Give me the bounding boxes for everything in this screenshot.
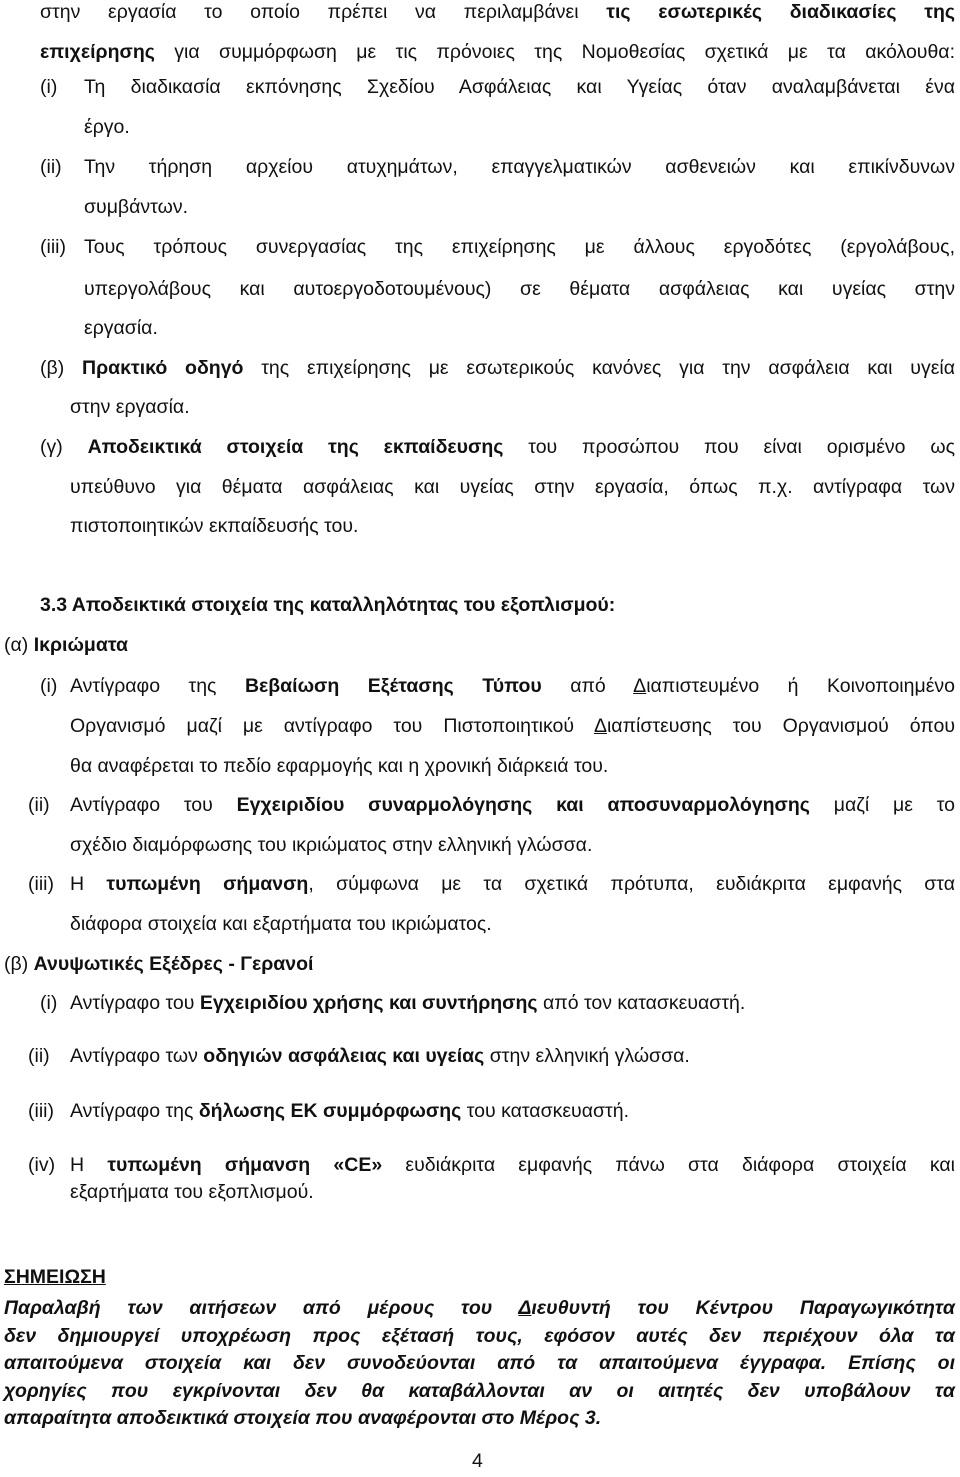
intro-g-line-2: υπεύθυνο για θέματα ασφάλειας και υγείας στην εργασία, όπως π.χ. αντίγραφα των <box>70 476 955 498</box>
intro-iii-text-2: υπεργολάβους και αυτοεργοδοτουμένους) σε θέματα ασφάλειας και υγείας στην <box>84 278 955 300</box>
a-iii-line-1: Η τυπωμένη σήμανση, σύμφωνα με τα σχετικά πρότυπα, ευδιάκριτα εμφανής στα <box>70 873 956 895</box>
b-iv-line-2: εξαρτήματα του εξοπλισμού. <box>70 1181 314 1203</box>
intro-ii-text-2: συμβάντων. <box>84 196 188 218</box>
a-i-label: (i) <box>40 675 58 697</box>
a-iii-line-2: διάφορα στοιχεία και εξαρτήματα του ικριώματος. <box>70 913 492 935</box>
b-iv-label: (iv) <box>28 1154 56 1176</box>
a-i-line-1: Αντίγραφο της Βεβαίωση Εξέτασης Τύπου από Διαπιστευμένο ή Κοινοποιημένο <box>70 675 955 697</box>
intro-i-label: (i) <box>40 76 58 98</box>
intro-line-1: στην εργασία το οποίο πρέπει να περιλαμβάνει τις εσωτερικές διαδικασίες της <box>40 1 955 23</box>
note-heading: ΣΗΜΕΙΩΣΗ <box>4 1266 106 1288</box>
page-number: 4 <box>472 1450 483 1472</box>
b-iv-line-1: Η τυπωμένη σήμανση «CE» ευδιάκριτα εμφανής πάνω στα διάφορα στοιχεία και <box>70 1154 956 1176</box>
intro-line-2: επιχείρησης για συμμόρφωση με τις πρόνοιες της Νομοθεσίας σχετικά με τα ακόλουθα: <box>40 41 955 63</box>
b-iii-line-1: Αντίγραφο της δήλωσης ΕΚ συμμόρφωσης του κατασκευαστή. <box>70 1100 629 1122</box>
b-ii-label: (ii) <box>28 1045 50 1067</box>
b-iii-label: (iii) <box>28 1100 54 1122</box>
note-line-4: χορηγίες που εγκρίνονται δεν θα καταβάλλονται αν οι αιτητές δεν υποβάλουν τα <box>4 1380 955 1402</box>
note-line-2: δεν δημιουργεί υποχρέωση προς εξέτασή τους, εφόσον αυτές δεν περιέχουν όλα τα <box>4 1325 955 1347</box>
a-i-line-3: θα αναφέρεται το πεδίο εφαρμογής και η χρονική διάρκειά του. <box>70 755 609 777</box>
intro-b-line-2: στην εργασία. <box>70 396 190 418</box>
a-i-line-2: Οργανισμό μαζί με αντίγραφο του Πιστοποιητικού Διαπίστευσης του Οργανισμού όπου <box>70 715 955 737</box>
note-line-1: Παραλαβή των αιτήσεων από μέρους του Διευθυντή του Κέντρου Παραγωγικότητα <box>4 1297 955 1319</box>
intro-ii-text-1: Την τήρηση αρχείου ατυχημάτων, επαγγελματικών ασθενειών και επικίνδυνων <box>84 156 955 178</box>
intro-i-text-2: έργο. <box>84 116 130 138</box>
subsection-b-title: (β) Ανυψωτικές Εξέδρες - Γερανοί <box>4 953 314 975</box>
section-heading: 3.3 Αποδεικτικά στοιχεία της καταλληλότητας του εξοπλισμού: <box>40 594 616 616</box>
a-ii-line-2: σχέδιο διαμόρφωσης του ικριώματος στην ελληνική γλώσσα. <box>70 834 593 856</box>
b-i-line-1: Αντίγραφο του Εγχειριδίου χρήσης και συντήρησης από τον κατασκευαστή. <box>70 992 746 1014</box>
a-iii-label: (iii) <box>28 873 54 895</box>
intro-b-line-1: (β) Πρακτικό οδηγό της επιχείρησης με εσωτερικούς κανόνες για την ασφάλεια και υγεία <box>40 357 955 379</box>
intro-iii-text-3: εργασία. <box>84 317 158 339</box>
intro-g-line-3: πιστοποιητικών εκπαίδευσής του. <box>70 515 359 537</box>
intro-iii-text-1: Τους τρόπους συνεργασίας της επιχείρησης με άλλους εργοδότες (εργολάβους, <box>84 236 955 258</box>
intro-ii-label: (ii) <box>40 156 62 178</box>
note-line-5: απαραίτητα αποδεικτικά στοιχεία που αναφέρονται στο Μέρος 3. <box>4 1407 602 1429</box>
subsection-a-title: (α) Ικριώματα <box>4 634 128 656</box>
b-ii-line-1: Αντίγραφο των οδηγιών ασφάλειας και υγείας στην ελληνική γλώσσα. <box>70 1045 690 1067</box>
a-ii-line-1: Αντίγραφο του Εγχειριδίου συναρμολόγησης και αποσυναρμολόγησης μαζί με το <box>70 794 955 816</box>
b-i-label: (i) <box>40 992 58 1014</box>
note-line-3: απαιτούμενα στοιχεία και δεν συνοδεύονται από τα απαιτούμενα έγγραφα. Επίσης οι <box>4 1352 955 1374</box>
intro-g-line-1: (γ) Αποδεικτικά στοιχεία της εκπαίδευσης του προσώπου που είναι ορισμένο ως <box>40 436 955 458</box>
a-ii-label: (ii) <box>28 794 50 816</box>
intro-i-text-1: Τη διαδικασία εκπόνησης Σχεδίου Ασφάλειας και Υγείας όταν αναλαμβάνεται ένα <box>84 76 955 98</box>
intro-iii-label: (iii) <box>40 236 66 258</box>
